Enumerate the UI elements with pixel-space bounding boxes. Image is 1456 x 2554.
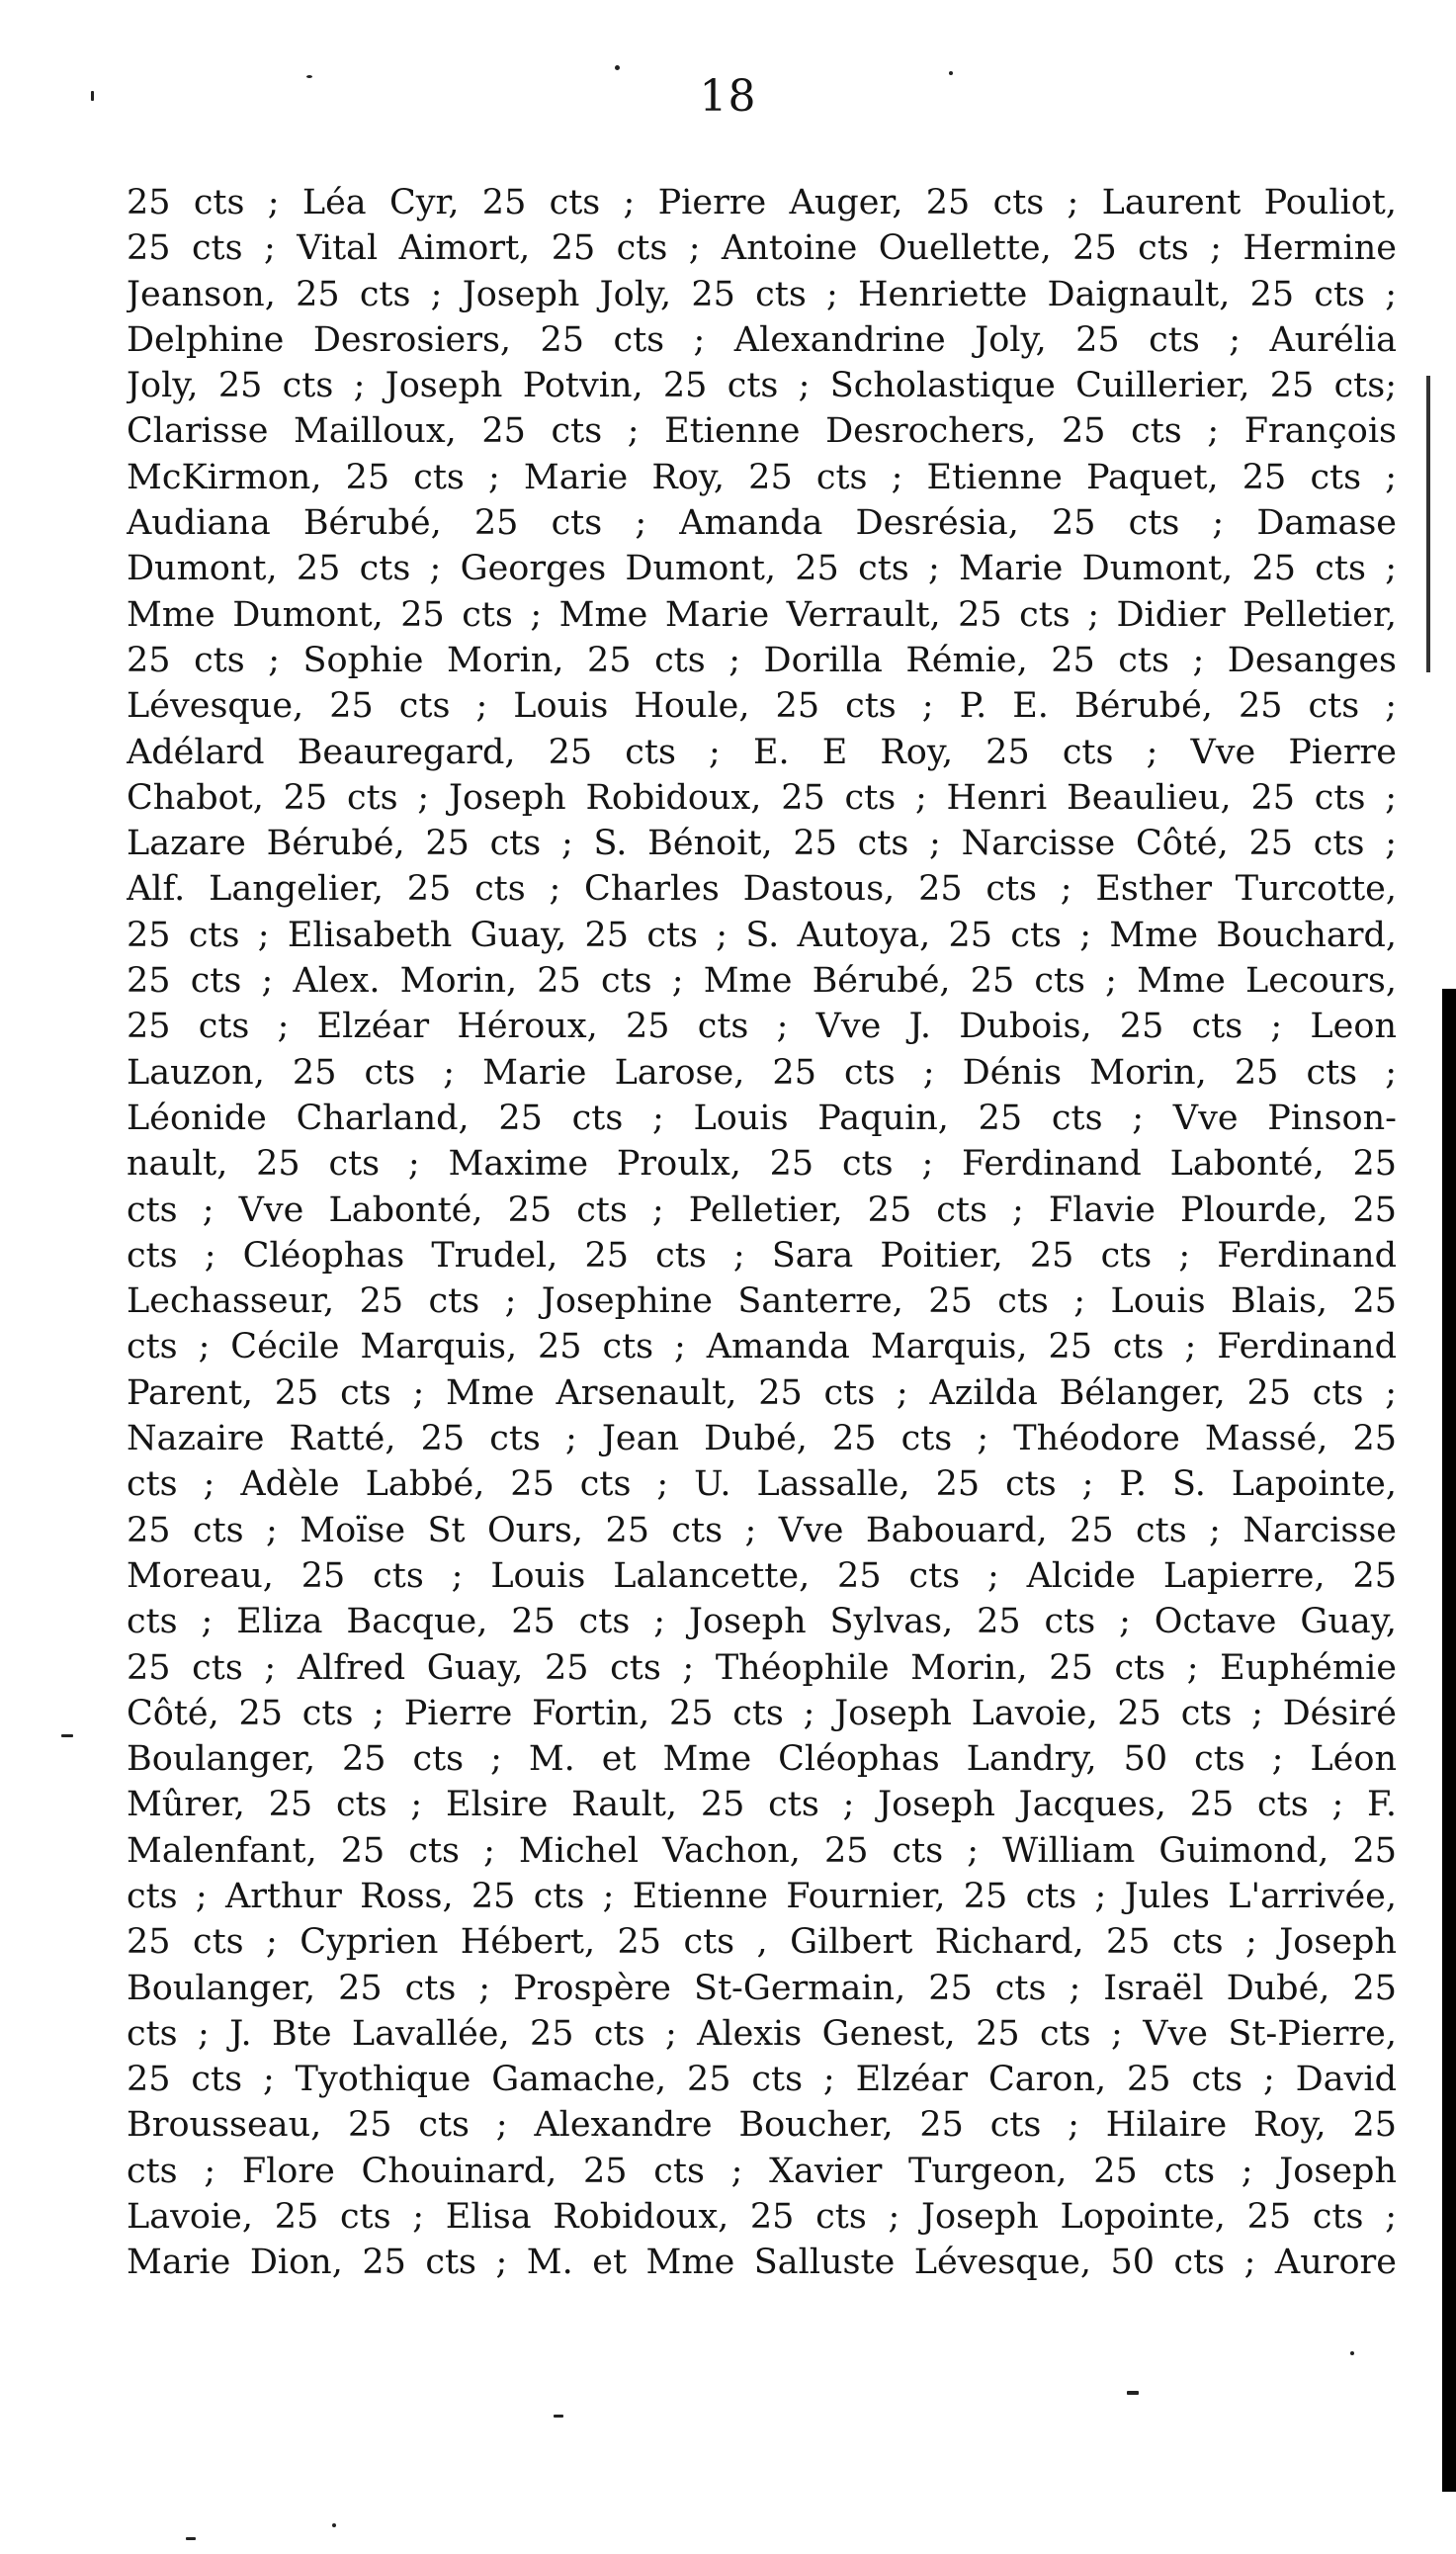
text-line: cts ; Flore Chouinard, 25 cts ; Xavier Turgeon, 25 cts ; Joseph (127, 2151, 1397, 2191)
text-line: Dumont, 25 cts ; Georges Dumont, 25 cts ; Marie Dumont, 25 cts ; (127, 549, 1397, 589)
text-line: Léonide Charland, 25 cts ; Louis Paquin, 25 cts ; Vve Pinson- (127, 1098, 1397, 1138)
text-block (127, 180, 1397, 2286)
text-line: Chabot, 25 cts ; Joseph Robidoux, 25 cts ; Henri Beaulieu, 25 cts ; (127, 777, 1397, 818)
text-line: Boulanger, 25 cts ; M. et Mme Cléophas Landry, 50 cts ; Léon (127, 1739, 1397, 1780)
text-line: 25 cts ; Elzéar Héroux, 25 cts ; Vve J. Dubois, 25 cts ; Leon (127, 1007, 1397, 1047)
scan-speck (332, 2523, 336, 2527)
text-line: 25 cts ; Tyothique Gamache, 25 cts ; Elzéar Caron, 25 cts ; David (127, 2060, 1397, 2100)
text-line: cts ; Vve Labonté, 25 cts ; Pelletier, 25 cts ; Flavie Plourde, 25 (127, 1189, 1397, 1230)
text-line: Alf. Langelier, 25 cts ; Charles Dastous, 25 cts ; Esther Turcotte, (127, 869, 1397, 910)
scan-speck (1127, 2391, 1139, 2395)
scan-speck (1350, 2351, 1354, 2355)
text-line: cts ; Eliza Bacque, 25 cts ; Joseph Sylvas, 25 cts ; Octave Guay, (127, 1602, 1397, 1642)
text-line: Brousseau, 25 cts ; Alexandre Boucher, 25 cts ; Hilaire Roy, 25 (127, 2105, 1397, 2146)
text-line: 25 cts ; Elisabeth Guay, 25 cts ; S. Autoya, 25 cts ; Mme Bouchard, (127, 915, 1397, 955)
text-line: 25 cts ; Cyprien Hébert, 25 cts , Gilbert Richard, 25 cts ; Joseph (127, 1922, 1397, 1963)
text-line: Delphine Desrosiers, 25 cts ; Alexandrine Joly, 25 cts ; Aurélia (127, 319, 1397, 360)
scan-speck (554, 2415, 563, 2418)
text-line: 25 cts ; Alfred Guay, 25 cts ; Théophile Morin, 25 cts ; Euphémie (127, 1647, 1397, 1688)
text-line: nault, 25 cts ; Maxime Proulx, 25 cts ; Ferdinand Labonté, 25 (127, 1144, 1397, 1185)
text-line: Boulanger, 25 cts ; Prospère St-Germain, 25 cts ; Israël Dubé, 25 (127, 1968, 1397, 2008)
scan-speck (949, 71, 953, 75)
text-line: Lévesque, 25 cts ; Louis Houle, 25 cts ; P. E. Bérubé, 25 cts ; (127, 686, 1397, 727)
text-line: 25 cts ; Vital Aimort, 25 cts ; Antoine Ouellette, 25 cts ; Hermine (127, 228, 1397, 269)
text-line: Lechasseur, 25 cts ; Josephine Santerre, 25 cts ; Louis Blais, 25 (127, 1281, 1397, 1322)
text-line: Malenfant, 25 cts ; Michel Vachon, 25 cts ; William Guimond, 25 (127, 1830, 1397, 1871)
text-line: Côté, 25 cts ; Pierre Fortin, 25 cts ; Joseph Lavoie, 25 cts ; Désiré (127, 1693, 1397, 1733)
text-line: Marie Dion, 25 cts ; M. et Mme Salluste Lévesque, 50 cts ; Aurore (127, 2243, 1397, 2283)
right-edge-bar-upper (1426, 376, 1430, 672)
text-line: cts ; Cécile Marquis, 25 cts ; Amanda Marquis, 25 cts ; Ferdinand (127, 1327, 1397, 1367)
scan-speck (186, 2537, 196, 2540)
text-line: Jeanson, 25 cts ; Joseph Joly, 25 cts ; Henriette Daignault, 25 cts ; (127, 274, 1397, 314)
text-line: 25 cts ; Alex. Morin, 25 cts ; Mme Bérubé, 25 cts ; Mme Lecours, (127, 961, 1397, 1002)
text-line: Clarisse Mailloux, 25 cts ; Etienne Desrochers, 25 cts ; François (127, 411, 1397, 452)
page-number: 18 (699, 71, 757, 122)
text-line: McKirmon, 25 cts ; Marie Roy, 25 cts ; Etienne Paquet, 25 cts ; (127, 457, 1397, 497)
scan-speck (91, 91, 94, 101)
text-line: cts ; Cléophas Trudel, 25 cts ; Sara Poitier, 25 cts ; Ferdinand (127, 1235, 1397, 1276)
text-line: Nazaire Ratté, 25 cts ; Jean Dubé, 25 cts ; Théodore Massé, 25 (127, 1419, 1397, 1459)
text-line: Parent, 25 cts ; Mme Arsenault, 25 cts ; Azilda Bélanger, 25 cts ; (127, 1372, 1397, 1413)
text-line: Lavoie, 25 cts ; Elisa Robidoux, 25 cts ; Joseph Lopointe, 25 cts ; (127, 2197, 1397, 2238)
right-edge-bar (1442, 989, 1456, 2492)
text-line: Mme Dumont, 25 cts ; Mme Marie Verrault, 25 cts ; Didier Pelletier, (127, 594, 1397, 635)
scan-speck (61, 1734, 73, 1737)
text-line: 25 cts ; Léa Cyr, 25 cts ; Pierre Auger, 25 cts ; Laurent Pouliot, (127, 183, 1397, 222)
text-line: 25 cts ; Moïse St Ours, 25 cts ; Vve Babouard, 25 cts ; Narcisse (127, 1510, 1397, 1550)
text-line: Adélard Beauregard, 25 cts ; E. E Roy, 25 cts ; Vve Pierre (127, 732, 1397, 772)
scan-speck (615, 65, 620, 70)
text-line: 25 cts ; Sophie Morin, 25 cts ; Dorilla Rémie, 25 cts ; Desanges (127, 640, 1397, 680)
scan-speck (306, 75, 312, 78)
text-line: cts ; J. Bte Lavallée, 25 cts ; Alexis Genest, 25 cts ; Vve St-Pierre, (127, 2013, 1397, 2054)
text-line: Mûrer, 25 cts ; Elsire Rault, 25 cts ; Joseph Jacques, 25 cts ; F. (127, 1785, 1397, 1825)
text-line: cts ; Adèle Labbé, 25 cts ; U. Lassalle, 25 cts ; P. S. Lapointe, (127, 1464, 1397, 1505)
text-line: cts ; Arthur Ross, 25 cts ; Etienne Fournier, 25 cts ; Jules L'arrivée, (127, 1876, 1397, 1916)
text-line: Lauzon, 25 cts ; Marie Larose, 25 cts ; Dénis Morin, 25 cts ; (127, 1052, 1397, 1093)
text-line: Moreau, 25 cts ; Louis Lalancette, 25 cts ; Alcide Lapierre, 25 (127, 1555, 1397, 1596)
text-line: Lazare Bérubé, 25 cts ; S. Bénoit, 25 cts ; Narcisse Côté, 25 cts ; (127, 824, 1397, 864)
text-line: Audiana Bérubé, 25 cts ; Amanda Desrésia, 25 cts ; Damase (127, 503, 1397, 544)
text-line: Joly, 25 cts ; Joseph Potvin, 25 cts ; Scholastique Cuillerier, 25 cts; (127, 366, 1397, 406)
